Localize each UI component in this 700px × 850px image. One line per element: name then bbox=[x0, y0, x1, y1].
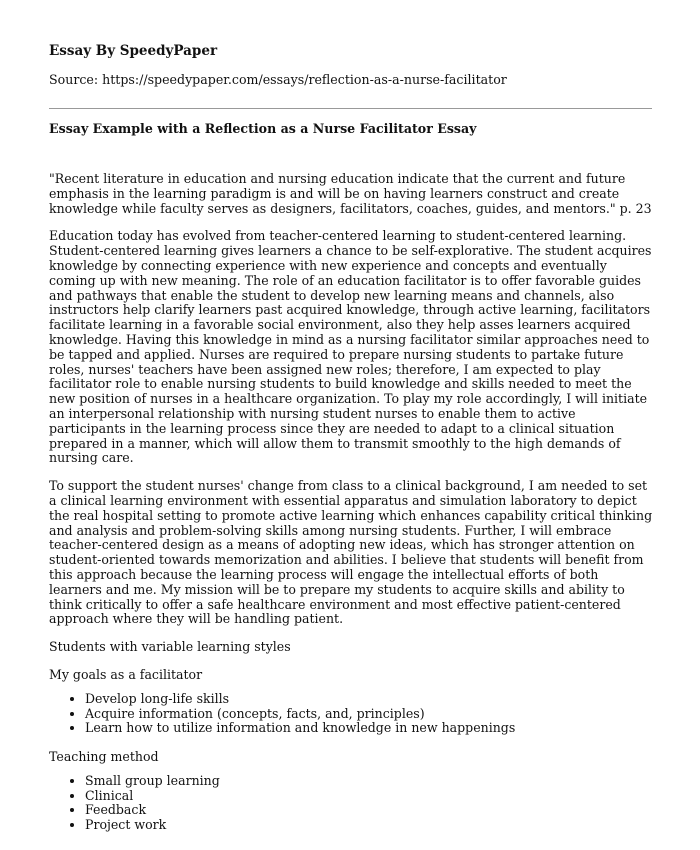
goals-list bbox=[49, 692, 653, 736]
list-item: • Feedback bbox=[85, 803, 653, 818]
divider bbox=[49, 108, 652, 109]
list-item: • Acquire information (concepts, facts, and, principles) bbox=[85, 707, 653, 722]
section-heading-students: Students with variable learning styles bbox=[49, 639, 291, 655]
paragraph-education: Education today has evolved from teacher-centered learning to student-centered learning. Student-centered learning gives learners a chance to be self-explorative. The student acquires knowledge by connecting experience with new experience and concepts and eventually coming up with new meaning. The role of an education facilitator is to offer favorable guides and pathways that enable the student to develop new learning means and channels, also instructors help clarify learners past acquired knowledge, through active learning, facilitators facilitate learning in a favorable social environment, also they help asses learners acquired knowledge. Having this knowledge in mind as a nursing facilitator similar approaches need to be tapped and applied. Nurses are required to prepare nursing students to partake future roles, nurses' teachers have been assigned new roles; therefore, I am expected to play facilitator role to enable nursing students to build knowledge and skills needed to meet the new position of nurses in a healthcare organization. To play my role accordingly, I will initiate an interpersonal relationship with nursing student nurses to enable them to active participants in the learning process since they are needed to adapt to a clinical situation prepared in a manner, which will allow them to transmit smoothly to the high demands of nursing care. bbox=[49, 228, 652, 466]
section-heading-methods: Teaching method bbox=[49, 749, 159, 765]
brand-title: Essay By SpeedyPaper bbox=[49, 43, 218, 59]
essay-body bbox=[49, 172, 653, 847]
list-item: • Small group learning bbox=[85, 774, 653, 789]
paragraph-quote: "Recent literature in education and nursing education indicate that the current and future emphasis in the learning paradigm is and will be on having learners construct and create knowledge while faculty serves as designers, facilitators, coaches, guides, and mentors." p. 23 bbox=[49, 171, 652, 216]
essay-title: Essay Example with a Reflection as a Nurse Facilitator Essay bbox=[49, 121, 477, 136]
list-item: • Develop long-life skills bbox=[85, 692, 653, 707]
list-item: • Learn how to utilize information and knowledge in new happenings bbox=[85, 721, 653, 736]
paragraph-support: To support the student nurses' change from class to a clinical background, I am needed to set a clinical learning environment with essential apparatus and simulation laboratory to depict the real hospital setting to promote active learning which enhances capability critical thinking and analysis and problem-solving skills among nursing students. Further, I will embrace teacher-centered design as a means of adopting new ideas, which has stronger attention on student-oriented towards memorization and abilities. I believe that students will benefit from this approach because the learning process will engage the intellectual efforts of both learners and me. My mission will be to prepare my students to acquire skills and ability to think critically to offer a safe healthcare environment and most effective patient-centered approach where they will be handling patient. bbox=[49, 478, 653, 627]
list-item: • Project work bbox=[85, 818, 653, 833]
methods-list bbox=[49, 774, 653, 833]
list-item: • Clinical bbox=[85, 789, 653, 804]
source-line: Source: https://speedypaper.com/essays/reflection-as-a-nurse-facilitator bbox=[49, 72, 507, 87]
section-heading-goals: My goals as a facilitator bbox=[49, 666, 203, 682]
